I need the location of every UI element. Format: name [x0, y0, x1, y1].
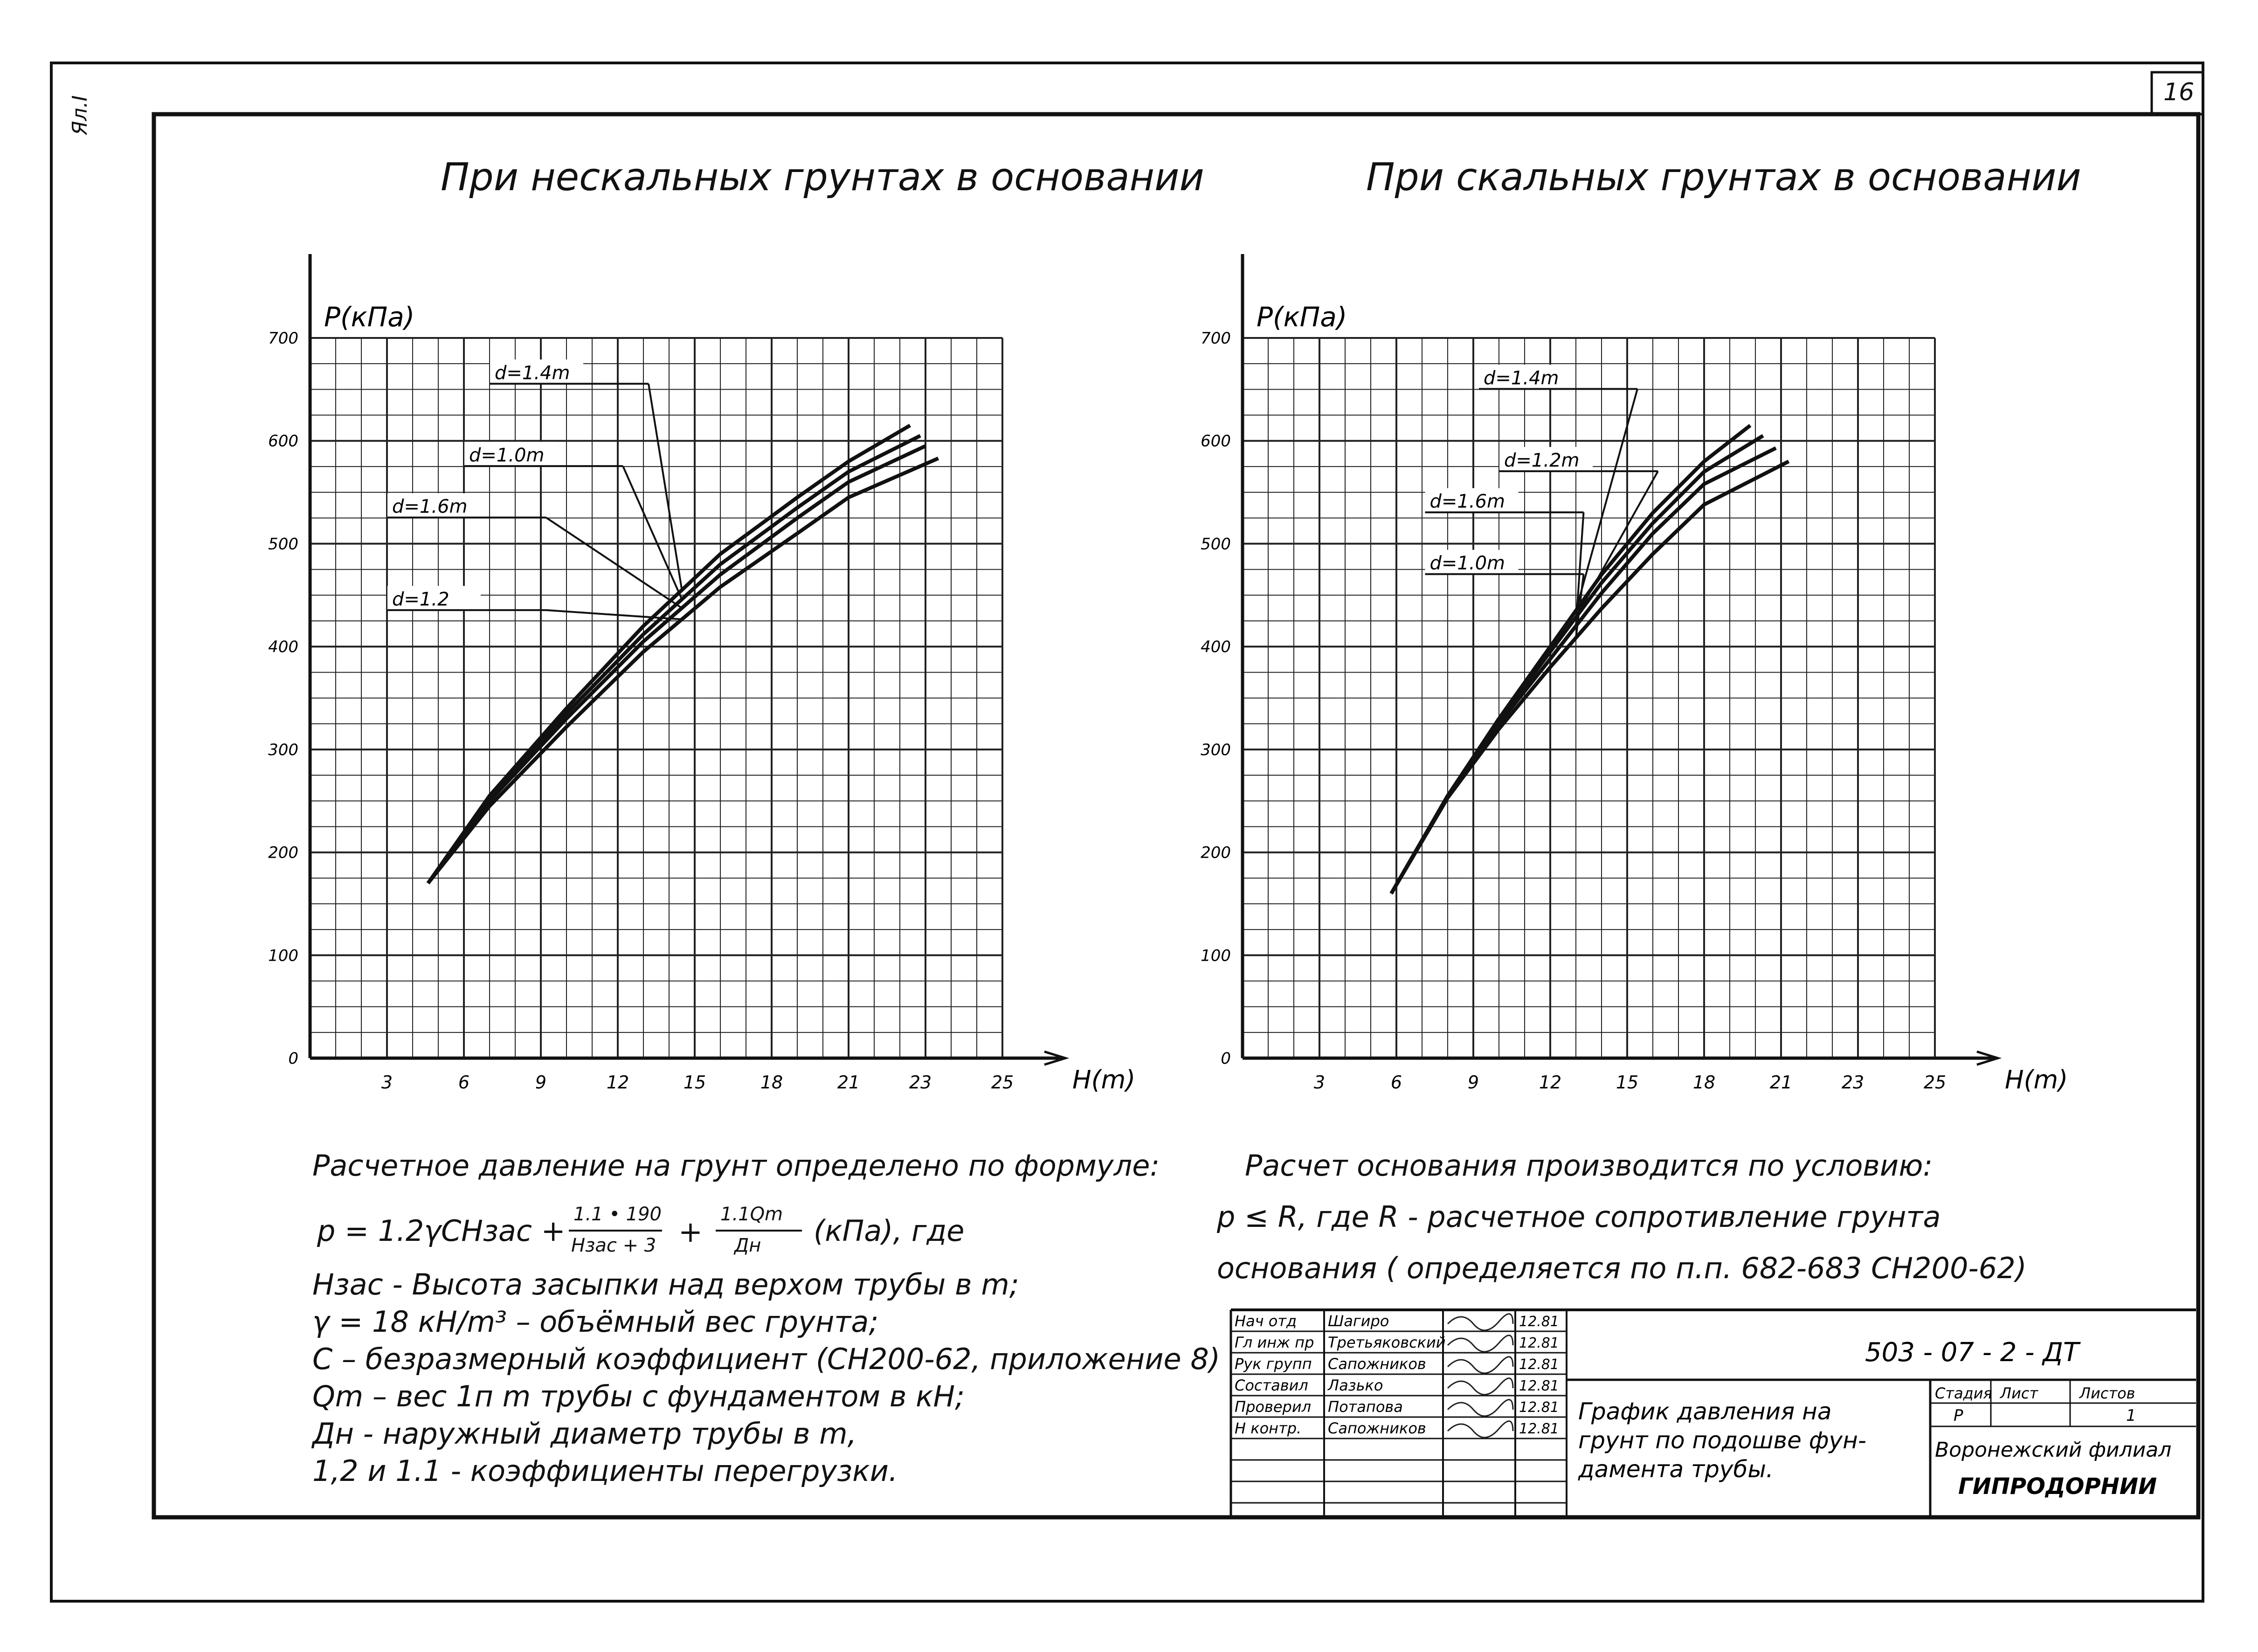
- x-tick-label: 25: [1923, 1072, 1947, 1093]
- y-tick-label: 400: [268, 638, 298, 657]
- stamp-name: Потапова: [1328, 1398, 1403, 1416]
- y-tick-label: 500: [1201, 535, 1231, 554]
- stamp-role: Составил: [1235, 1377, 1308, 1394]
- series-label: d=1.6m: [392, 496, 468, 518]
- stamp-role: Рук групп: [1235, 1355, 1312, 1373]
- x-tick-label: 23: [909, 1072, 932, 1093]
- x-tick-label: 21: [1769, 1072, 1793, 1093]
- x-axis-label: H(m): [1072, 1065, 1136, 1094]
- stamp-name: Шагиро: [1328, 1312, 1389, 1330]
- x-tick-label: 12: [606, 1072, 629, 1093]
- formula-p-suffix: (кПа), где: [814, 1214, 965, 1248]
- x-axis-label: H(m): [2005, 1065, 2068, 1094]
- x-tick-label: 6: [1390, 1072, 1402, 1093]
- stamp-date: 12.81: [1519, 1356, 1559, 1373]
- y-tick-label: 700: [1201, 329, 1231, 348]
- stamp-code: 503 - 07 - 2 - ДТ: [1865, 1337, 2079, 1368]
- stamp-sheets-label: Листов: [2079, 1384, 2135, 1402]
- y-tick-label: 200: [268, 843, 298, 862]
- series-label: d=1.6m: [1429, 491, 1505, 513]
- formula-frac1-num: 1.1 • 190: [573, 1204, 662, 1225]
- formula-line-5: Дн - наружный диаметр трубы в m,: [312, 1417, 857, 1451]
- formula-line-6: 1,2 и 1.1 - коэффициенты перегрузки.: [312, 1454, 898, 1488]
- y-tick-label: 500: [268, 535, 298, 554]
- y-tick-label: 600: [268, 432, 298, 451]
- stamp-role: Н контр.: [1235, 1419, 1302, 1437]
- stamp-name: Третьяковский: [1328, 1334, 1446, 1351]
- y-tick-label: 400: [1201, 638, 1231, 657]
- stamp-title-line: График давления на: [1578, 1398, 1832, 1425]
- y-tick-label: 0: [1221, 1049, 1231, 1068]
- y-tick-label: 200: [1201, 843, 1231, 862]
- x-tick-label: 12: [1539, 1072, 1562, 1093]
- y-tick-label: 300: [268, 740, 298, 759]
- formula-frac2-den: Дн: [734, 1235, 761, 1256]
- stamp-title-line: дамента трубы.: [1578, 1456, 1774, 1483]
- x-tick-label: 15: [1616, 1072, 1639, 1093]
- formula-plus: +: [678, 1215, 703, 1249]
- stamp-role: Проверил: [1235, 1398, 1312, 1416]
- formula-frac1-den: Hзас + 3: [571, 1235, 656, 1256]
- x-tick-label: 25: [991, 1072, 1014, 1093]
- y-tick-label: 100: [268, 946, 298, 965]
- condition-line-2: основания ( определяется по п.п. 682-683 CH200-62): [1217, 1251, 2027, 1285]
- formula-line-2: γ = 18 кН/m³ – объёмный вес грунта;: [312, 1305, 879, 1339]
- stamp-name: Сапожников: [1328, 1419, 1426, 1437]
- x-tick-label: 3: [1313, 1072, 1326, 1093]
- series-label: d=1.2m: [1504, 449, 1580, 471]
- series-label: d=1.2: [392, 588, 449, 610]
- y-tick-label: 0: [288, 1049, 298, 1068]
- stamp-role: Нач отд: [1235, 1312, 1297, 1330]
- stamp-date: 12.81: [1519, 1421, 1559, 1437]
- stamp-stage-label: Стадия: [1935, 1384, 1992, 1402]
- stamp-name: Лазько: [1328, 1377, 1383, 1394]
- x-tick-label: 18: [760, 1072, 783, 1093]
- right-title: При скальных грунтах в основании: [1366, 155, 2081, 200]
- left-title: При нескальных грунтах в основании: [441, 155, 1204, 200]
- y-tick-label: 600: [1201, 432, 1231, 451]
- stamp-date: 12.81: [1519, 1378, 1559, 1394]
- formula-line-4: Qm – вес 1п m трубы с фундаментом в кН;: [312, 1379, 965, 1413]
- stamp-stage-value: Р: [1954, 1406, 1963, 1425]
- y-axis-label: P(кПа): [1257, 301, 1347, 333]
- condition-heading: Расчет основания производится по условию:: [1245, 1149, 1933, 1183]
- x-tick-label: 23: [1841, 1072, 1864, 1093]
- stamp-date: 12.81: [1519, 1314, 1559, 1330]
- series-label: d=1.4m: [1484, 367, 1559, 389]
- y-tick-label: 300: [1201, 740, 1231, 759]
- x-tick-label: 18: [1692, 1072, 1716, 1093]
- x-tick-label: 15: [683, 1072, 706, 1093]
- sheet-number: 16: [2163, 78, 2195, 106]
- x-tick-label: 21: [837, 1072, 860, 1093]
- formula-p-prefix: p = 1.2γCHзас +: [317, 1214, 566, 1248]
- stamp-date: 12.81: [1519, 1399, 1559, 1416]
- x-tick-label: 6: [458, 1072, 470, 1093]
- series-label: d=1.0m: [469, 444, 545, 466]
- stamp-sheets-value: 1: [2126, 1406, 2136, 1425]
- y-tick-label: 100: [1201, 946, 1231, 965]
- stamp-role: Гл инж пр: [1235, 1334, 1314, 1351]
- x-tick-label: 3: [381, 1072, 393, 1093]
- stamp-date: 12.81: [1519, 1335, 1559, 1351]
- side-mark: Ял.I: [68, 95, 92, 135]
- stamp-name: Сапожников: [1328, 1355, 1426, 1373]
- formula-frac2-num: 1.1Qm: [720, 1204, 783, 1225]
- y-axis-label: P(кПа): [324, 301, 415, 333]
- x-tick-label: 9: [535, 1072, 547, 1093]
- series-label: d=1.4m: [495, 362, 570, 384]
- stamp-sheet-label: Лист: [2000, 1384, 2038, 1402]
- stamp-org-2: ГИПРОДОРНИИ: [1958, 1473, 2157, 1500]
- series-label: d=1.0m: [1429, 552, 1505, 574]
- condition-line-1: p ≤ R, где R - расчетное сопротивление грунта: [1217, 1200, 1941, 1234]
- x-tick-label: 9: [1467, 1072, 1479, 1093]
- formula-heading: Расчетное давление на грунт определено по формуле:: [312, 1149, 1160, 1183]
- y-tick-label: 700: [268, 329, 298, 348]
- formula-line-1: Hзас - Высота засыпки над верхом трубы в m;: [312, 1267, 1019, 1301]
- stamp-org-1: Воронежский филиал: [1935, 1438, 2172, 1462]
- formula-line-3: C – безразмерный коэффициент (CH200-62, приложение 8): [312, 1342, 1221, 1376]
- stamp-title-line: грунт по подошве фун-: [1578, 1427, 1866, 1454]
